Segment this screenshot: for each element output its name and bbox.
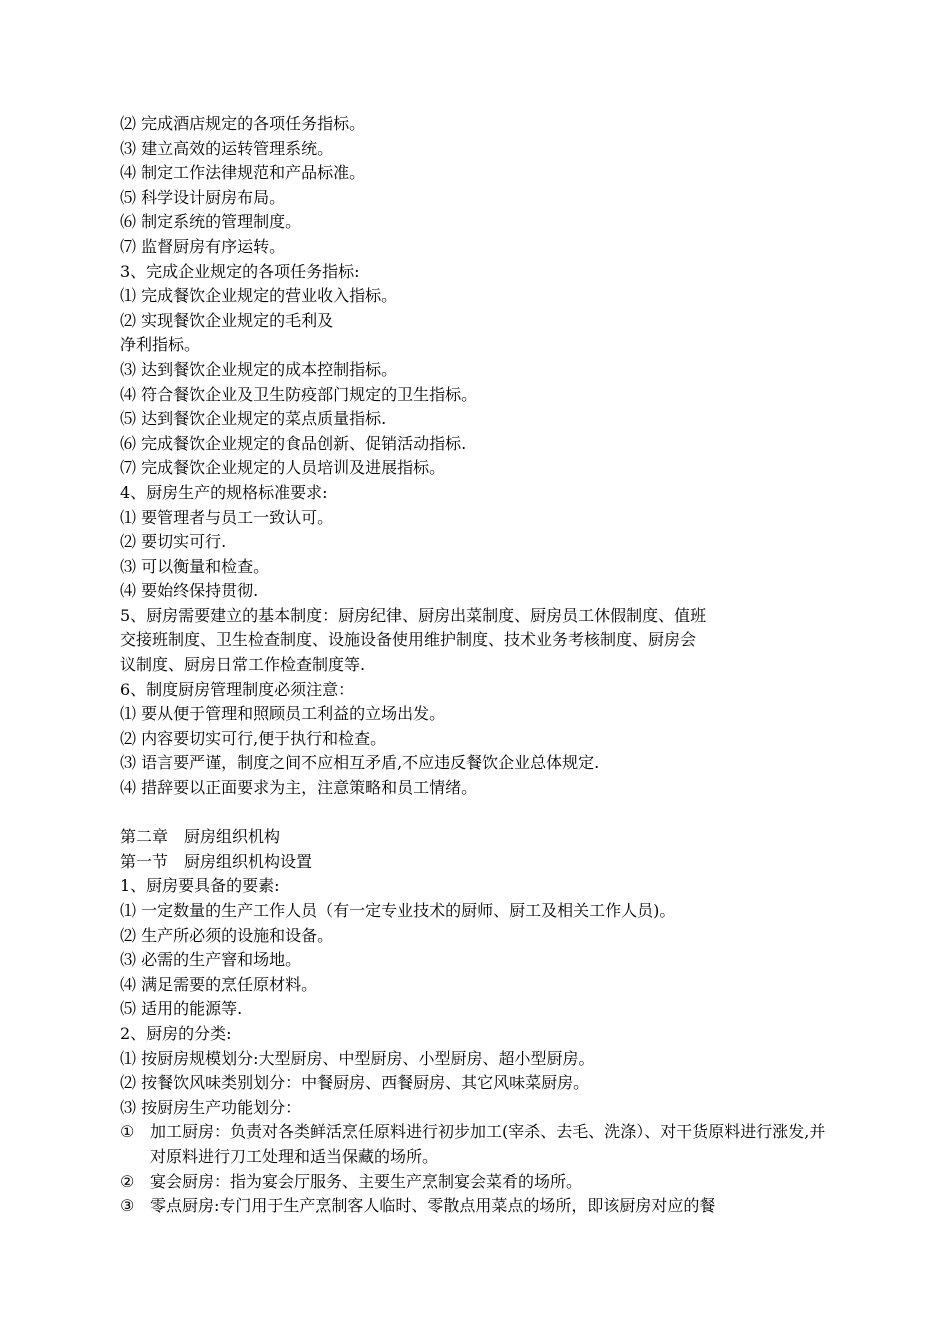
text-line: ⑸ 达到餐饮企业规定的菜点质量指标. xyxy=(120,409,387,429)
text-line: 净利指标。 xyxy=(120,335,201,355)
list-item-text: 零点厨房:专门用于生产烹制客人临时、零散点用菜点的场所，即该厨房对应的餐 xyxy=(150,1196,716,1216)
section-heading: 4、厨房生产的规格标准要求: xyxy=(120,482,328,502)
list-item-text: 加工厨房：负责对各类鲜活烹任原料进行初步加工(宰杀、去毛、洗涤）、对干货原料进行涨发,并对原料进行刀工处理和适当保藏的场所。 xyxy=(150,1122,826,1166)
list-marker: ① xyxy=(120,1122,135,1142)
text-line: ⑷ 措辞要以正面要求为主，注意策略和员工情绪。 xyxy=(120,778,478,798)
text-line: ⑷ 符合餐饮企业及卫生防疫部门规定的卫生指标。 xyxy=(120,384,478,404)
list-marker: ③ xyxy=(120,1196,135,1216)
list-item-text: 宴会厨房：指为宴会厅服务、主要生产烹制宴会菜肴的场所。 xyxy=(150,1171,583,1191)
text-line: ⑵ 按餐饮风味类别划分：中餐厨房、西餐厨房、其它风味菜厨房。 xyxy=(120,1073,590,1093)
text-line: ⑶ 按厨房生产功能划分： xyxy=(120,1097,302,1117)
text-line: ⑷ 制定工作法律规范和产品标准。 xyxy=(120,163,366,183)
text-line: ⑶ 必需的生产窨和场地。 xyxy=(120,950,302,970)
section-heading: 3、完成企业规定的各项任务指标: xyxy=(120,261,360,281)
text-line: ⑴ 要管理者与员工一致认可。 xyxy=(120,507,334,527)
text-line: ⑴ 完成餐饮企业规定的营业收入指标。 xyxy=(120,286,398,306)
text-line: ⑷ 满足需要的烹任原材料。 xyxy=(120,974,318,994)
paragraph-line: 议制度、厨房日常工作检查制度等. xyxy=(120,655,366,675)
text-line: ⑶ 语言要严谨，制度之间不应相互矛盾,不应违反餐饮企业总体规定. xyxy=(120,753,600,773)
chapter-title: 第二章 厨房组织机构 xyxy=(120,827,281,847)
blank-line xyxy=(120,801,840,826)
text-line: ⑹ 完成餐饮企业规定的食品创新、促销活动指标. xyxy=(120,433,467,453)
list-item xyxy=(120,1194,840,1219)
text-line: ⑺ 完成餐饮企业规定的人员培训及进展指标。 xyxy=(120,458,446,478)
text-line: ⑶ 建立高效的运转管理系统。 xyxy=(120,138,334,158)
text-line: ⑵ 内容要切实可行,便于执行和检查。 xyxy=(120,728,387,748)
section-chapter-two xyxy=(120,825,840,1219)
list-item xyxy=(120,1120,840,1169)
text-line: ⑵ 完成酒店规定的各项任务指标。 xyxy=(120,114,366,133)
section-title: 第一节 厨房组织机构设置 xyxy=(120,851,313,871)
paragraph-line: 5、厨房需要建立的基本制度：厨房纪律、厨房出菜制度、厨房员工休假制度、值班 xyxy=(120,605,707,625)
text-line: ⑶ 达到餐饮企业规定的成本控制指标。 xyxy=(120,359,398,379)
text-line: ⑸ 适用的能源等. xyxy=(120,999,243,1019)
text-line: ⑵ 实现餐饮企业规定的毛利及 xyxy=(120,310,334,330)
list-marker: ② xyxy=(120,1171,135,1191)
section-heading: 2、厨房的分类: xyxy=(120,1023,232,1043)
text-line: ⑺ 监督厨房有序运转。 xyxy=(120,236,286,256)
text-line: ⑴ 一定数量的生产工作人员（有一定专业技术的厨师、厨工及相关工作人员)。 xyxy=(120,901,676,920)
text-line: ⑵ 生产所必须的设施和设备。 xyxy=(120,925,334,945)
text-line: ⑹ 制定系统的管理制度。 xyxy=(120,212,302,232)
section-heading: 6、制度厨房管理制度必须注意： xyxy=(120,679,355,699)
text-line: ⑵ 要切实可行. xyxy=(120,532,227,552)
paragraph-line: 交接班制度、卫生检查制度、设施设备使用维护制度、技术业务考核制度、厨房会 xyxy=(120,630,697,650)
section-kitchen-tasks xyxy=(120,112,840,801)
list-item xyxy=(120,1170,840,1195)
text-line: ⑷ 要始终保持贯彻. xyxy=(120,581,259,601)
text-line: ⑸ 科学设计厨房布局。 xyxy=(120,187,286,207)
text-line: ⑶ 可以衡量和检查。 xyxy=(120,556,270,576)
text-line: ⑴ 要从便于管理和照顾员工利益的立场出发。 xyxy=(120,704,446,724)
section-heading: 1、厨房要具备的要素: xyxy=(120,876,280,896)
document-page xyxy=(120,112,840,1219)
text-line: ⑴ 按厨房规模划分:大型厨房、中型厨房、小型厨房、超小型厨房。 xyxy=(120,1048,595,1068)
